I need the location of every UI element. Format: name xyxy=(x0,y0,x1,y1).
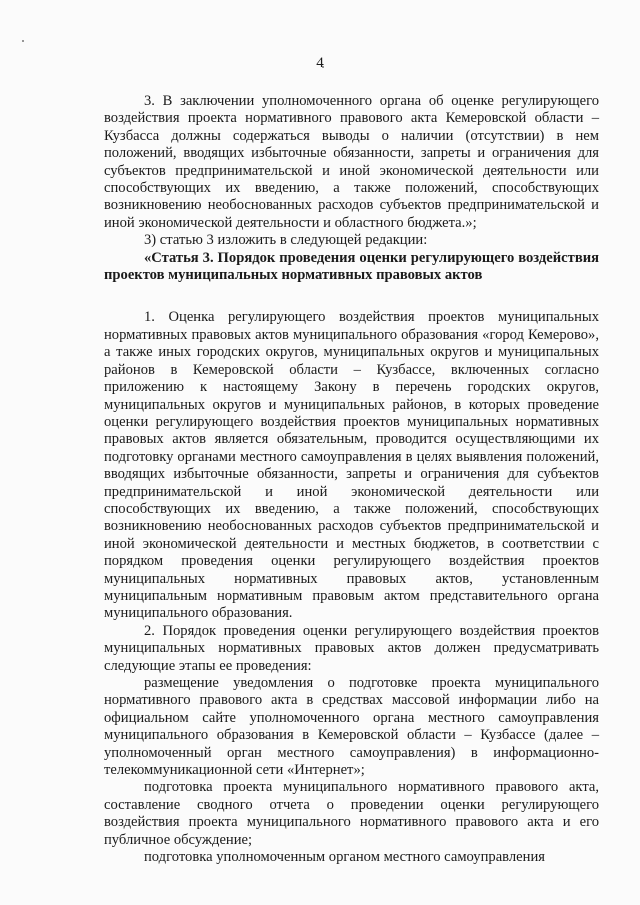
paragraph-amendment: 3) статью 3 изложить в следующей редакции: xyxy=(144,232,428,249)
article-heading: «Статья 3. Порядок проведения оценки регулирующего воздействия проектов муниципальных нормативных правовых актов xyxy=(104,249,599,284)
paragraph-conclusion: 3. В заключении уполномоченного органа об оценке регулирующего воздействия проекта нормативного правового акта Кемеровской области – Кузбасса должны содержаться выводы о наличии (отсутствии) в нем положений, вводящих избыточные обязанности, запреты и ограничения для субъектов предпринимательской и иной экономической деятельности или способствующих их введению, а также положений, способствующих возникновению необоснованных расходов субъектов предпринимательской и иной экономической деятельности и областного бюджета.»; xyxy=(104,93,599,231)
scan-speck xyxy=(22,40,24,42)
paragraph-stage-notice: размещение уведомления о подготовке проекта муниципального нормативного правового акта в средствах массовой информации либо на официальном сайте уполномоченного органа местного самоуправления муниципального образования в Кемеровской области – Кузбассе (далее – уполномоченный орган местного самоуправления) в информационно-телекоммуникационной сети «Интернет»; xyxy=(104,675,599,779)
paragraph-stage-authority: подготовка уполномоченным органом местного самоуправления xyxy=(144,849,545,866)
spacer xyxy=(104,284,599,309)
paragraph-item-2: 2. Порядок проведения оценки регулирующего воздействия проектов муниципальных нормативных правовых актов должен предусматривать следующие этапы ее проведения: xyxy=(104,622,599,674)
paragraph-item-1: 1. Оценка регулирующего воздействия проектов муниципальных нормативных правовых актов муниципального образования «город Кемерово», а также иных городских округов, муниципальных округов и муниципальных районов в Кемеровской области – Кузбассе, включенных согласно приложению к настоящему Закону в перечень городских округов, муниципальных округов и муниципальных районов, в которых проведение оценки регулирующего воздействия проектов муниципальных нормативных правовых актов является обязательным, проводится осуществляющими их подготовку органами местного самоуправления в целях выявления положений, вводящих избыточные обязанности, запреты и ограничения для субъектов предпринимательской и иной экономической деятельности или способствующих их введению, а также положений, способствующих возникновению необоснованных расходов субъектов предпринимательской и иной экономической деятельности и местных бюджетов, в соответствии с порядком проведения оценки регулирующего воздействия проектов муниципальных нормативных правовых актов, установленным муниципальным нормативным правовым актом представительного органа муниципального образования. xyxy=(104,309,599,622)
document-body xyxy=(104,93,599,866)
page-number: 4 xyxy=(316,55,324,71)
paragraph-stage-draft: подготовка проекта муниципального нормативного правового акта, составление сводного отчета о проведении оценки регулирующего воздействия проекта муниципального нормативного правового акта и его публичное обсуждение; xyxy=(104,779,599,848)
